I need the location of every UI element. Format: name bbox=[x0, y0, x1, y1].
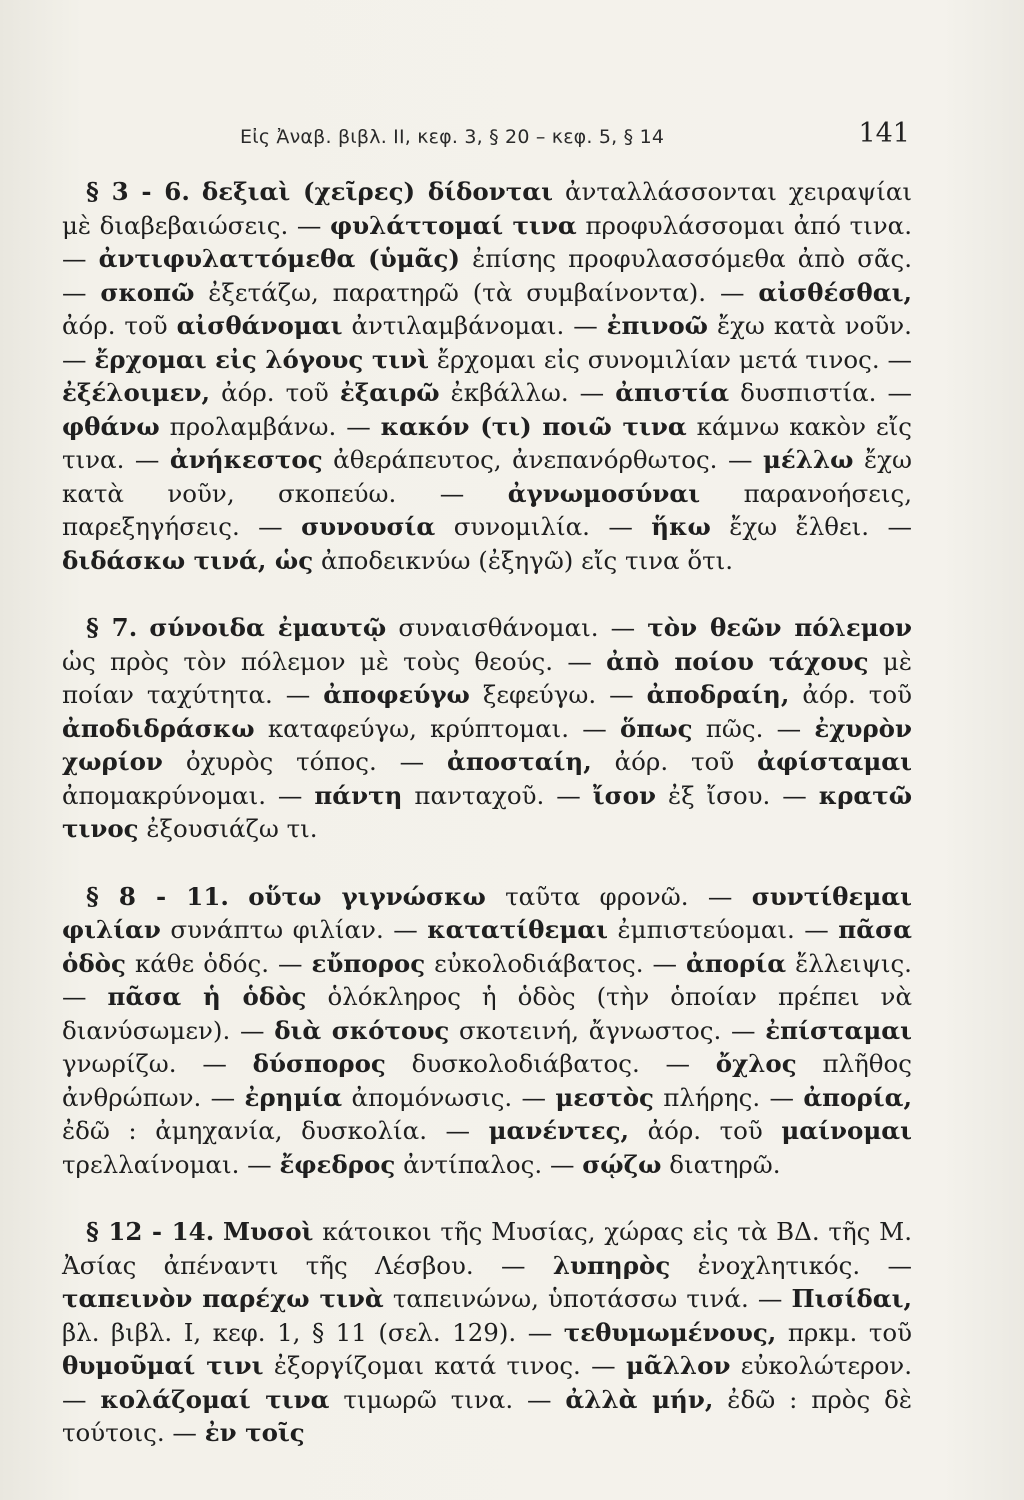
entry-term: ἀποφεύγω bbox=[323, 680, 470, 709]
page-number: 141 bbox=[858, 118, 910, 149]
entry-gloss: ταπεινώνω, ὑποτάσσω τινά. bbox=[392, 1284, 749, 1313]
entry-gloss: τιμωρῶ τινα. bbox=[343, 1384, 514, 1414]
entry-gloss: κάθε ὁδός. bbox=[134, 948, 269, 978]
entry-gloss: ἀόρ. τοῦ bbox=[62, 311, 168, 340]
entry-gloss: σκοτεινή, ἄγνωστος. bbox=[458, 1015, 722, 1045]
entry-gloss: τρελλαίνομαι. bbox=[62, 1149, 240, 1179]
entry-term: ἀλλὰ μήν, bbox=[565, 1384, 714, 1414]
entry-term: κολάζομαί τινα bbox=[100, 1384, 330, 1414]
entry-term: ἀνήκεστος bbox=[169, 445, 323, 474]
entry-term: ἐχυρὸν χωρίον bbox=[62, 713, 912, 776]
section-number: § 8 - 11. bbox=[86, 881, 229, 911]
entry-gloss: παρανοήσεις, παρεξηγήσεις. bbox=[62, 478, 913, 541]
entry-term: ἥκω bbox=[651, 512, 711, 541]
entry-term: συντίθεμαι φιλίαν bbox=[62, 881, 912, 944]
entry-gloss: δυσκολοδιάβατος. bbox=[411, 1049, 640, 1078]
entry-gloss: ἐκβάλλω. bbox=[450, 378, 569, 407]
entry-gloss: ἐμπιστεύομαι. bbox=[617, 915, 795, 944]
entry-gloss: πανταχοῦ. bbox=[414, 780, 545, 810]
entry-term: ἀποσταίη, bbox=[447, 747, 592, 776]
entry-term: ἀπορία, bbox=[803, 1082, 912, 1112]
entry-term: σκοπῶ bbox=[100, 277, 195, 307]
entry-term: μεστὸς bbox=[555, 1082, 654, 1112]
entry-gloss: ἐδῶ : ἀμηχανία, δυσκολία. bbox=[62, 1116, 427, 1145]
entry-gloss: ἔλλειψις. bbox=[795, 948, 912, 978]
entry-gloss: πρκμ. τοῦ bbox=[787, 1317, 913, 1347]
entry-term: ἀπιστία bbox=[615, 378, 730, 407]
entry-gloss: ἔχω κατὰ νοῦν, σκοπεύω. bbox=[62, 445, 912, 508]
entry-term: διὰ σκότους bbox=[274, 1015, 450, 1045]
entry-term: εὔπορος bbox=[311, 948, 426, 978]
entry-gloss: κάμνω κακὸν εἴς τινα. bbox=[62, 411, 913, 474]
entry-gloss: ἀόρ. τοῦ bbox=[647, 1116, 763, 1145]
entry-term: κακόν (τι) ποιῶ τινα bbox=[380, 411, 687, 441]
entry-gloss: ἔρχομαι εἰς συνομιλίαν μετά τινος. bbox=[436, 344, 880, 374]
entry-term: ἐξαιρῶ bbox=[339, 378, 440, 407]
entry-gloss: συνομιλία. bbox=[453, 512, 590, 541]
entry-term: ἐπινοῶ bbox=[606, 311, 708, 340]
entry-gloss: ἐπίσης προφυλασσόμεθα ἀπὸ σᾶς. bbox=[472, 244, 913, 273]
entry-gloss: ἀντιλαμβάνομαι. bbox=[351, 311, 565, 340]
entry-gloss: ἀόρ. τοῦ bbox=[614, 747, 735, 776]
entry-term: ἀποδραίη, bbox=[646, 680, 790, 709]
entry-gloss: ἐξουσιάζω τι. bbox=[146, 814, 318, 843]
glossary-section: § 8 - 11. οὕτω γιγνώσκω ταῦτα φρονῶ. — συντίθεμαι φιλίαν συνάπτω φιλίαν. — κατατίθεμαι ἐμπιστεύομαι. — πᾶσα ὁδὸς κάθε ὁδός. — εὔπορος εὐκολοδιάβατος. — ἀπορία ἔλλειψις. — πᾶσα ἡ ὁδὸς ὁλόκληρος ἡ ὁδὸς (τὴν ὁποίαν πρέπει νὰ διανύσωμεν). — διὰ σκότους σκοτεινή, ἄγνωστος. — ἐπίσταμαι γνωρίζω. — δύσπορος δυσκολοδιάβατος. — ὄχλος πλῆθος ἀνθρώπων. — ἐρημία ἀπομόνωσις. — μεστὸς πλήρης. — ἀπορία, ἐδῶ : ἀμηχανία, δυσκολία. — μανέντες, ἀόρ. τοῦ μαίνομαι τρελλαίνομαι. — ἔφεδρος ἀντίπαλος. — σῴζω διατηρῶ. bbox=[62, 881, 913, 1179]
entry-gloss: ξεφεύγω. bbox=[482, 680, 597, 709]
entry-gloss: ταῦτα φρονῶ. bbox=[505, 881, 689, 911]
entry-gloss: εὐκολώτερον. bbox=[740, 1351, 912, 1380]
section-number: § 12 - 14. bbox=[86, 1217, 215, 1246]
entry-gloss: πλήρης. bbox=[663, 1082, 761, 1112]
entry-term: ἀπὸ ποίου τάχους bbox=[606, 646, 869, 676]
entry-term: διδάσκω τινά, ὡς bbox=[62, 545, 314, 575]
entry-term: πᾶσα ὁδὸς bbox=[62, 915, 912, 978]
entry-term: ἐπίσταμαι bbox=[765, 1015, 913, 1045]
entry-gloss: πῶς. bbox=[705, 713, 764, 743]
entry-term: ἐν τοῖς bbox=[204, 1418, 305, 1447]
entry-term: οὕτω γιγνώσκω bbox=[248, 881, 486, 911]
entry-gloss: ἔχω ἔλθει. bbox=[729, 512, 870, 541]
entry-gloss: ἐξοργίζομαι κατά τινος. bbox=[273, 1351, 581, 1380]
entry-gloss: κάτοικοι τῆς Μυσίας, χώρας εἰς τὰ ΒΔ. τῆς Μ. Ἀσίας ἀπέναντι τῆς Λέσβου. bbox=[62, 1217, 913, 1280]
entry-term: φθάνω bbox=[62, 411, 160, 441]
entry-gloss: ὀχυρὸς τόπος. bbox=[185, 747, 377, 776]
glossary-section: § 7. σύνοιδα ἐμαυτῷ συναισθάνομαι. — τὸν θεῶν πόλεμον ὡς πρὸς τὸν πόλεμον μὲ τοὺς θεούς. — ἀπὸ ποίου τάχους μὲ ποίαν ταχύτητα. — ἀποφεύγω ξεφεύγω. — ἀποδραίη, ἀόρ. τοῦ ἀποδιδράσκω καταφεύγω, κρύπτομαι. — ὅπως πῶς. — ἐχυρὸν χωρίον ὀχυρὸς τόπος. — ἀποσταίη, ἀόρ. τοῦ ἀφίσταμαι ἀπομακρύνομαι. — πάντη πανταχοῦ. — ἴσον ἐξ ἴσου. — κρατῶ τινος ἐξουσιάζω τι. bbox=[62, 613, 913, 843]
entry-term: ἴσον bbox=[592, 780, 656, 810]
entry-term: μανέντες, bbox=[488, 1116, 630, 1145]
entry-term: ἀντιφυλαττόμεθα (ὑμᾶς) bbox=[98, 244, 461, 273]
entry-term: δεξιαὶ (χεῖρες) δίδονται bbox=[201, 177, 553, 206]
entry-gloss: γνωρίζω. bbox=[62, 1049, 177, 1078]
entry-term: Πισίδαι, bbox=[791, 1284, 913, 1313]
entry-term: ἀγνωμοσύναι bbox=[507, 478, 701, 508]
entry-term: σύνοιδα ἐμαυτῷ bbox=[149, 613, 387, 642]
entry-gloss: πλῆθος ἀνθρώπων. bbox=[62, 1049, 912, 1112]
entry-gloss: ἐξ ἴσου. bbox=[667, 780, 771, 810]
entry-term: ὅπως bbox=[620, 713, 693, 743]
entry-gloss: δυσπιστία. bbox=[740, 378, 877, 407]
entry-term: τὸν θεῶν πόλεμον bbox=[647, 613, 912, 642]
entry-term: ἔρχομαι εἰς λόγους τινὶ bbox=[94, 344, 430, 374]
entry-gloss: ἐξετάζω, παρατηρῶ (τὰ συμβαίνοντα). bbox=[208, 277, 707, 307]
entry-term: λυπηρὸς bbox=[552, 1250, 671, 1280]
entry-term: ἐρημία bbox=[244, 1082, 343, 1112]
page-header bbox=[120, 118, 910, 158]
entry-term: ἀπορία bbox=[686, 948, 787, 978]
glossary-body bbox=[62, 175, 912, 1484]
entry-gloss: ἀντίπαλος. bbox=[403, 1149, 543, 1179]
entry-term: πάντη bbox=[314, 780, 403, 810]
entry-term: ἔφεδρος bbox=[279, 1149, 396, 1179]
entry-gloss: διατηρῶ. bbox=[669, 1149, 781, 1179]
entry-gloss: ἐδῶ : πρὸς δὲ τούτοις. bbox=[62, 1384, 912, 1447]
entry-gloss: ἀθεράπευτος, ἀνεπανόρθωτος. bbox=[333, 445, 718, 474]
entry-term: φυλάττομαί τινα bbox=[330, 210, 577, 240]
entry-gloss: προλαμβάνω. bbox=[169, 411, 337, 441]
entry-gloss: προφυλάσσομαι ἀπό τινα. bbox=[585, 210, 913, 240]
glossary-section: § 12 - 14. Μυσοὶ κάτοικοι τῆς Μυσίας, χώρας εἰς τὰ ΒΔ. τῆς Μ. Ἀσίας ἀπέναντι τῆς Λέσβου. — λυπηρὸς ἐνοχλητικός. — ταπεινὸν παρέχω τινὰ ταπεινώνω, ὑποτάσσω τινά. — Πισίδαι, βλ. βιβλ. Ι, κεφ. 1, § 11 (σελ. 129). — τεθυμωμένους, πρκμ. τοῦ θυμοῦμαί τινι ἐξοργίζομαι κατά τινος. — μᾶλλον εὐκολώτερον. — κολάζομαί τινα τιμωρῶ τινα. — ἀλλὰ μήν, ἐδῶ : πρὸς δὲ τούτοις. — ἐν τοῖς bbox=[62, 1217, 913, 1447]
entry-term: συνουσία bbox=[301, 512, 436, 541]
entry-term: σῴζω bbox=[582, 1149, 662, 1179]
entry-term: ταπεινὸν παρέχω τινὰ bbox=[62, 1284, 384, 1313]
running-head: Εἰς Ἀναβ. βιβλ. ΙΙ, κεφ. 3, § 20 – κεφ. 5, § 14 bbox=[240, 126, 665, 148]
entry-term: κατατίθεμαι bbox=[427, 915, 609, 944]
entry-term: μᾶλλον bbox=[625, 1351, 731, 1380]
entry-term: ἐξέλοιμεν, bbox=[62, 378, 211, 407]
entry-gloss: ἀπομακρύνομαι. bbox=[62, 780, 266, 810]
entry-term: μαίνομαι bbox=[781, 1116, 912, 1145]
entry-gloss: ἀόρ. τοῦ bbox=[802, 680, 912, 709]
entry-gloss: συνάπτω φιλίαν. bbox=[170, 915, 384, 944]
entry-term: ἀποδιδράσκω bbox=[62, 713, 255, 743]
glossary-section: § 3 - 6. δεξιαὶ (χεῖρες) δίδονται ἀνταλλάσσονται χειραψίαι μὲ διαβεβαιώσεις. — φυλάττομαί τινα προφυλάσσομαι ἀπό τινα. — ἀντιφυλαττόμεθα (ὑμᾶς) ἐπίσης προφυλασσόμεθα ἀπὸ σᾶς. — σκοπῶ ἐξετάζω, παρατηρῶ (τὰ συμβαίνοντα). — αἰσθέσθαι, ἀόρ. τοῦ αἰσθάνομαι ἀντιλαμβάνομαι. — ἐπινοῶ ἔχω κατὰ νοῦν. — ἔρχομαι εἰς λόγους τινὶ ἔρχομαι εἰς συνομιλίαν μετά τινος. — ἐξέλοιμεν, ἀόρ. τοῦ ἐξαιρῶ ἐκβάλλω. — ἀπιστία δυσπιστία. — φθάνω προλαμβάνω. — κακόν (τι) ποιῶ τινα κάμνω κακὸν εἴς τινα. — ἀνήκεστος ἀθεράπευτος, ἀνεπανόρθωτος. — μέλλω ἔχω κατὰ νοῦν, σκοπεύω. — ἀγνωμοσύναι παρανοήσεις, παρεξηγήσεις. — συνουσία συνομιλία. — ἥκω ἔχω ἔλθει. — διδάσκω τινά, ὡς ἀποδεικνύω (ἐξηγῶ) εἴς τινα ὅτι. bbox=[62, 177, 913, 575]
entry-gloss: μὲ ποίαν ταχύτητα. bbox=[62, 646, 912, 709]
entry-term: μέλλω bbox=[762, 445, 854, 474]
entry-gloss: καταφεύγω, κρύπτομαι. bbox=[267, 713, 570, 743]
entry-term: πᾶσα ἡ ὁδὸς bbox=[107, 982, 307, 1011]
entry-term: αἰσθάνομαι bbox=[176, 311, 343, 340]
section-number: § 3 - 6. bbox=[86, 177, 190, 206]
entry-gloss: ἀνταλλάσσονται χειραψίαι μὲ διαβεβαιώσεις. bbox=[62, 177, 912, 240]
entry-gloss: ἀπομόνωσις. bbox=[351, 1082, 513, 1112]
entry-term: αἰσθέσθαι, bbox=[758, 277, 912, 307]
entry-gloss: ἀόρ. τοῦ bbox=[221, 378, 329, 407]
entry-gloss: ὁλόκληρος ἡ ὁδὸς (τὴν ὁποίαν πρέπει νὰ διανύσωμεν). bbox=[62, 982, 912, 1045]
entry-term: θυμοῦμαί τινι bbox=[62, 1351, 264, 1380]
entry-term: δύσπορος bbox=[252, 1049, 386, 1078]
entry-term: τεθυμωμένους, bbox=[563, 1317, 777, 1347]
entry-gloss: συναισθάνομαι. bbox=[398, 613, 599, 642]
entry-term: ὄχλος bbox=[715, 1049, 797, 1078]
entry-gloss: ἀποδεικνύω (ἐξηγῶ) εἴς τινα ὅτι. bbox=[320, 545, 734, 575]
entry-term: κρατῶ τινος bbox=[62, 780, 913, 843]
entry-gloss: ἔχω κατὰ νοῦν. bbox=[716, 311, 912, 340]
entry-gloss: βλ. βιβλ. Ι, κεφ. 1, § 11 (σελ. 129). bbox=[62, 1317, 517, 1347]
entry-gloss: ὡς πρὸς τὸν πόλεμον μὲ τοὺς θεούς. bbox=[62, 646, 554, 676]
entry-gloss: εὐκολοδιάβατος. bbox=[434, 948, 644, 978]
entry-gloss: ἐνοχλητικός. bbox=[697, 1250, 861, 1280]
entry-term: ἀφίσταμαι bbox=[757, 747, 913, 776]
section-number: § 7. bbox=[86, 613, 138, 642]
entry-term: Μυσοὶ bbox=[223, 1217, 314, 1246]
